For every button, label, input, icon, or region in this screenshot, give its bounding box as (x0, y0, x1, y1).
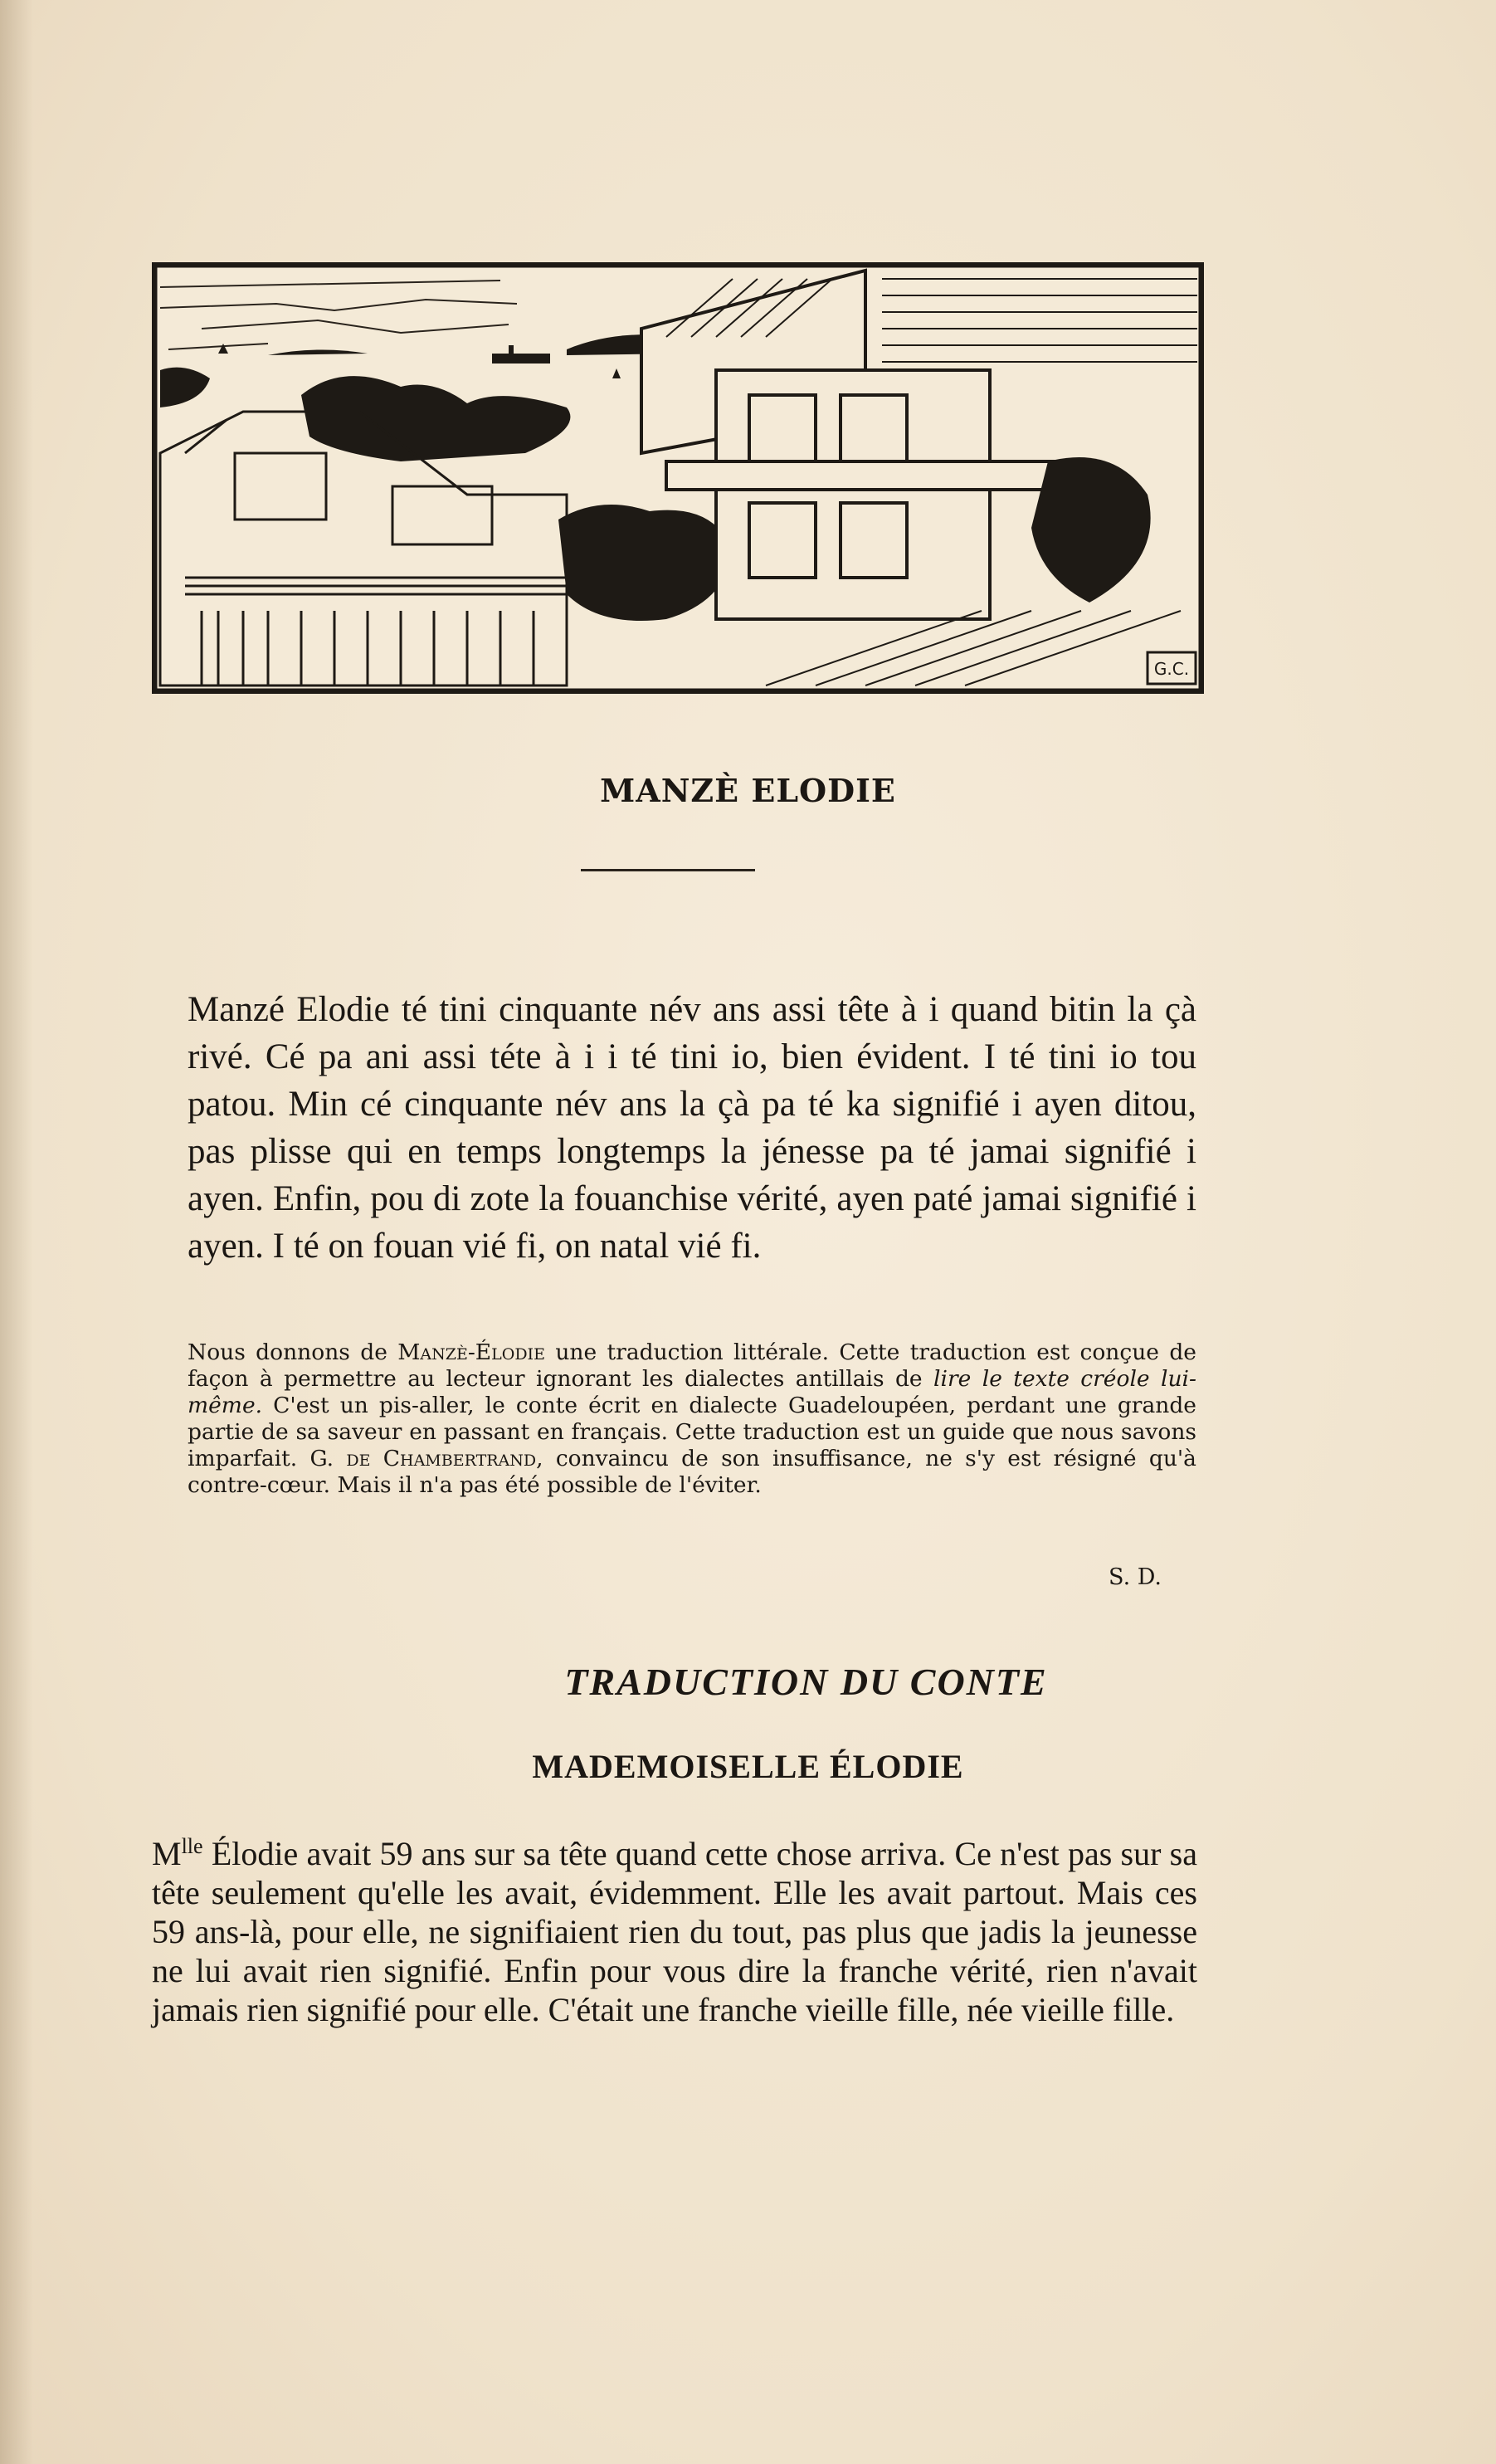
editor-note-part2: une traduction littérale. Cette traduction est conçue de façon à permettre au lecteur ignorant les dialectes antillais de (188, 1339, 1196, 1392)
story-title: MANZÈ ELODIE (600, 772, 896, 809)
translation-body: Élodie avait 59 ans sur sa tête quand cette chose arriva. Ce n'est pas sur sa tête seulement qu'elle les avait, évidemment. Elle les avait partout. Mais ces 59 ans-là, pour elle, ne signifiaient rien du tout, pas plus que jadis la jeunesse ne lui avait rien signifié. Enfin pour vous dire la franche vérité, rien n'avait jamais rien signifié pour elle. C'était une franche vieille fille, née vieille fille. (152, 1835, 1198, 2028)
editor-note-author-ref: de Chambertrand, (346, 1446, 543, 1471)
editor-note-part1: Nous donnons de (188, 1339, 387, 1365)
page-edge-shadow (0, 0, 33, 2464)
creole-paragraph: Manzé Elodie té tini cinquante név ans assi tête à i quand bitin la çà rivé. Cé pa ani assi téte à i i té tini io, bien évident. I té tini io tou patou. Min cé cinquante név ans la çà pa té ka signifié i ayen ditou, pas plisse qui en temps longtemps la jénesse pa té jamai signifié i ayen. Enfin, pou di zote la fouanchise vérité, ayen paté jamai signifié i ayen. I té on fouan vié fi, on natal vié fi. (188, 990, 1196, 1266)
editor-note-part3: C'est un pis-aller, le conte écrit en dialecte Guadeloupéen, perdant une grande partie de sa saveur en passant en français. Cette traduction est un guide que nous savons imparfait. G. (188, 1393, 1196, 1471)
translation-subheading: MADEMOISELLE ÉLODIE (532, 1748, 964, 1785)
title-abbrev: M (152, 1835, 182, 1872)
translation-heading: TRADUCTION DU CONTE (564, 1661, 1048, 1703)
editor-note-title-ref: Manzè-Élodie (397, 1339, 545, 1365)
translation-paragraph (152, 1834, 1197, 2029)
editor-signature: S. D. (1109, 1564, 1162, 1590)
artist-monogram: G.C. (1153, 659, 1190, 679)
title-abbrev-sup: lle (181, 1834, 203, 1858)
woodcut-illustration (152, 262, 1204, 694)
editor-note-italic: lire le texte créole lui-même. (188, 1366, 1196, 1418)
editor-note (188, 1339, 1196, 1499)
title-divider (581, 869, 755, 871)
editor-note-part4: convaincu de son insuffisance, ne s'y est résigné qu'à contre-cœur. Mais il n'a pas été possible de l'éviter. (188, 1446, 1196, 1498)
